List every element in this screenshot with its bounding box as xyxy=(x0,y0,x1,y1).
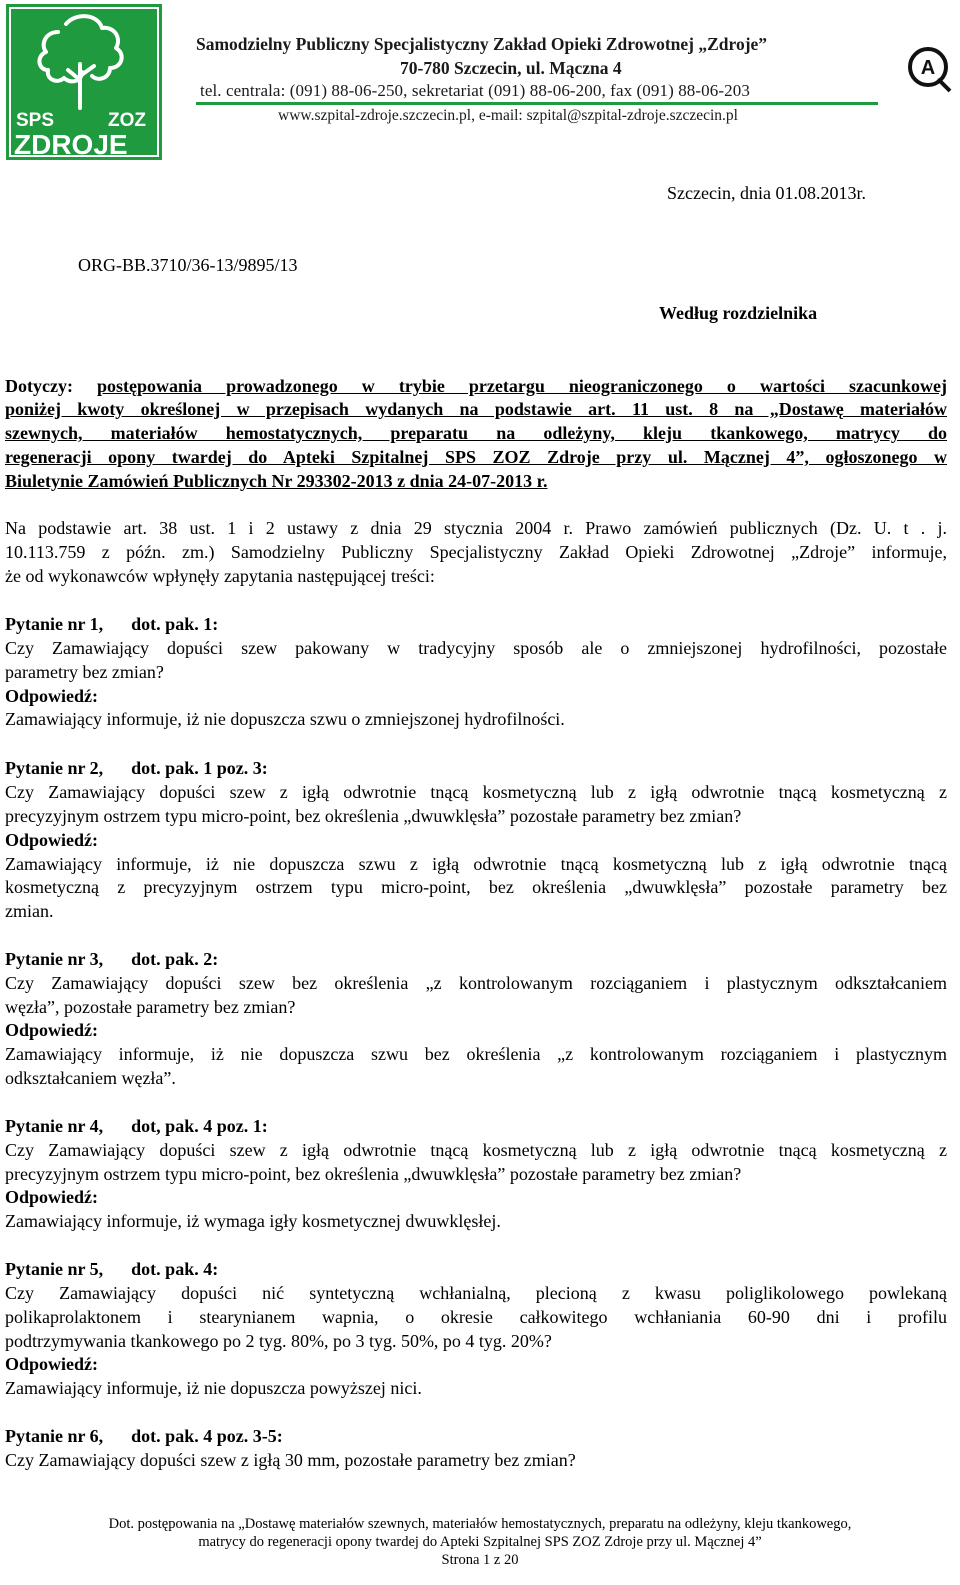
institution-web-email: www.szpital-zdroje.szczecin.pl, e-mail: szpital@szpital-zdroje.szczecin.pl xyxy=(278,107,738,124)
question-1-number: Pytanie nr 1, xyxy=(5,614,104,634)
answer-5-label: Odpowiedź: xyxy=(5,1354,99,1374)
answer-3-label: Odpowiedź: xyxy=(5,1020,99,1040)
intro-line-2: 10.113.759 z późn. zm.) Samodzielny Publiczny Specjalistyczny Zakład Opieki Zdrowotnej „Zdroje” informuje, xyxy=(5,542,947,562)
question-2-number: Pytanie nr 2, xyxy=(5,758,104,778)
question-4-text-1: Czy Zamawiający dopuści szew z igłą odwrotnie tnącą kosmetyczną lub z igłą odwrotnie tnącą kosmetyczną z xyxy=(5,1140,947,1160)
institution-address: 70-780 Szczecin, ul. Mączna 4 xyxy=(400,58,622,78)
intro-line-3: że od wykonawców wpłynęły zapytania następującej treści: xyxy=(5,566,435,586)
question-2-text-1: Czy Zamawiający dopuści szew z igłą odwrotnie tnącą kosmetyczną lub z igłą odwrotnie tnącą kosmetyczną z xyxy=(5,782,947,802)
answer-2-label: Odpowiedź: xyxy=(5,830,99,850)
logo-sps-text: SPS xyxy=(16,110,55,131)
question-6-ref: dot. pak. 4 poz. 3-5: xyxy=(131,1426,283,1446)
subject-line-5: Biuletynie Zamówień Publicznych Nr 293302-2013 z dnia 24-07-2013 r. xyxy=(5,471,548,491)
question-3-ref: dot. pak. 2: xyxy=(131,949,219,969)
institution-phones: tel. centrala: (091) 88-06-250, sekretariat (091) 88-06-200, fax (091) 88-06-203 xyxy=(200,81,750,100)
subject-line-2: poniżej kwoty określonej w przepisach wydanych na podstawie art. 11 ust. 8 na „Dostawę materiałów xyxy=(5,399,947,419)
answer-3-text-2: odkształcaniem węzła”. xyxy=(5,1068,176,1088)
question-4-ref: dot, pak. 4 poz. 1: xyxy=(131,1116,268,1136)
footer-line-1: Dot. postępowania na „Dostawę materiałów szewnych, materiałów hemostatycznych, preparatu na odleżyny, kleju tkankowego, xyxy=(108,1516,852,1532)
logo-zdroje-text: ZDROJE xyxy=(14,129,128,160)
page-number: Strona 1 z 20 xyxy=(441,1552,519,1568)
question-1-ref: dot. pak. 1: xyxy=(131,614,219,634)
answer-4-text-1: Zamawiający informuje, iż wymaga igły kosmetycznej dwuwklęsłej. xyxy=(5,1211,501,1231)
answer-1-text-1: Zamawiający informuje, iż nie dopuszcza szwu o zmniejszonej hydrofilności. xyxy=(5,709,565,729)
answer-3-text-1: Zamawiający informuje, iż nie dopuszcza szwu bez określenia „z kontrolowanym rozciąganiem i plastycznym xyxy=(5,1044,947,1064)
subject-line-4: regeneracji opony twardej do Apteki Szpitalnej SPS ZOZ Zdroje przy ul. Mącznej 4”, ogłoszonego w xyxy=(5,447,947,467)
answer-4-label: Odpowiedź: xyxy=(5,1187,99,1207)
question-1-text-1: Czy Zamawiający dopuści szew pakowany w tradycyjny sposób ale o zmniejszonej hydrofilności, pozostałe xyxy=(5,638,947,658)
question-4-title xyxy=(5,1115,268,1137)
subject-line-1 xyxy=(5,375,947,397)
subject-label: Dotyczy: xyxy=(5,376,73,396)
quality-certificate-icon xyxy=(906,45,952,95)
recipient-line: Według rozdzielnika xyxy=(659,303,818,323)
question-1-title xyxy=(5,613,218,635)
answer-1-label: Odpowiedź: xyxy=(5,686,99,706)
question-4-number: Pytanie nr 4, xyxy=(5,1116,104,1136)
footer-line-2: matrycy do regeneracji opony twardej do Apteki Szpitalnej SPS ZOZ Zdroje przy ul. Mącznej 4” xyxy=(198,1534,762,1550)
question-5-ref: dot. pak. 4: xyxy=(131,1259,219,1279)
question-6-text-1: Czy Zamawiający dopuści szew z igłą 30 mm, pozostałe parametry bez zmian? xyxy=(5,1450,576,1470)
question-4-text-2: precyzyjnym ostrzem typu micro-point, bez określenia „dwuwklęsła” pozostałe parametry bez zmian? xyxy=(5,1164,742,1184)
question-1-text-2: parametry bez zmian? xyxy=(5,662,164,682)
question-3-title xyxy=(5,948,218,970)
subject-text-1: postępowania prowadzonego w trybie przetargu nieograniczonego o wartości szacunkowej xyxy=(97,376,947,396)
logo-zoz-text: ZOZ xyxy=(108,110,146,131)
hospital-logo xyxy=(6,4,162,160)
question-2-text-2: precyzyjnym ostrzem typu micro-point, bez określenia „dwuwklęsła” pozostałe parametry bez zmian? xyxy=(5,806,742,826)
question-6-number: Pytanie nr 6, xyxy=(5,1426,104,1446)
question-5-text-3: podtrzymywania tkankowego po 2 tyg. 80%, po 3 tyg. 50%, po 4 tyg. 20%? xyxy=(5,1331,552,1351)
reference-number: ORG-BB.3710/36-13/9895/13 xyxy=(78,255,298,275)
subject-line-3: szewnych, materiałów hemostatycznych, preparatu na odleżyny, kleju tkankowego, matrycy do xyxy=(5,423,947,443)
answer-2-text-1: Zamawiający informuje, iż nie dopuszcza szwu z igłą odwrotnie tnącą kosmetyczną lub z igłą odwrotnie tnącą xyxy=(5,854,947,874)
question-5-title xyxy=(5,1258,218,1280)
answer-2-text-2: kosmetyczną z precyzyjnym ostrzem typu micro-point, bez określenia „dwuwklęsła” pozostałe parametry bez xyxy=(5,877,947,897)
question-5-text-2: polikaprolaktonem i stearynianem wapnia, o okresie całkowitego wchłaniania 60-90 dni i profilu xyxy=(5,1307,947,1327)
question-6-title xyxy=(5,1425,283,1447)
intro-line-1: Na podstawie art. 38 ust. 1 i 2 ustawy z dnia 29 stycznia 2004 r. Prawo zamówień publicznych (Dz. U. t . j. xyxy=(5,518,947,538)
question-2-ref: dot. pak. 1 poz. 3: xyxy=(131,758,268,778)
question-3-text-1: Czy Zamawiający dopuści szew bez określenia „z kontrolowanym rozciąganiem i plastycznym odkształcaniem xyxy=(5,973,947,993)
page-footer xyxy=(0,1515,960,1569)
header-divider xyxy=(196,102,878,105)
question-5-number: Pytanie nr 5, xyxy=(5,1259,104,1279)
badge-letter: A xyxy=(920,57,936,79)
question-3-text-2: węzła”, pozostałe parametry bez zmian? xyxy=(5,997,296,1017)
question-2-title xyxy=(5,757,268,779)
question-3-number: Pytanie nr 3, xyxy=(5,949,104,969)
letter-date: Szczecin, dnia 01.08.2013r. xyxy=(667,183,866,203)
institution-name: Samodzielny Publiczny Specjalistyczny Zakład Opieki Zdrowotnej „Zdroje” xyxy=(196,34,768,54)
answer-2-text-3: zmian. xyxy=(5,901,54,921)
answer-5-text-1: Zamawiający informuje, iż nie dopuszcza powyższej nici. xyxy=(5,1378,422,1398)
question-5-text-1: Czy Zamawiający dopuści nić syntetyczną wchłanialną, plecioną z kwasu poliglikolowego powlekaną xyxy=(5,1283,947,1303)
